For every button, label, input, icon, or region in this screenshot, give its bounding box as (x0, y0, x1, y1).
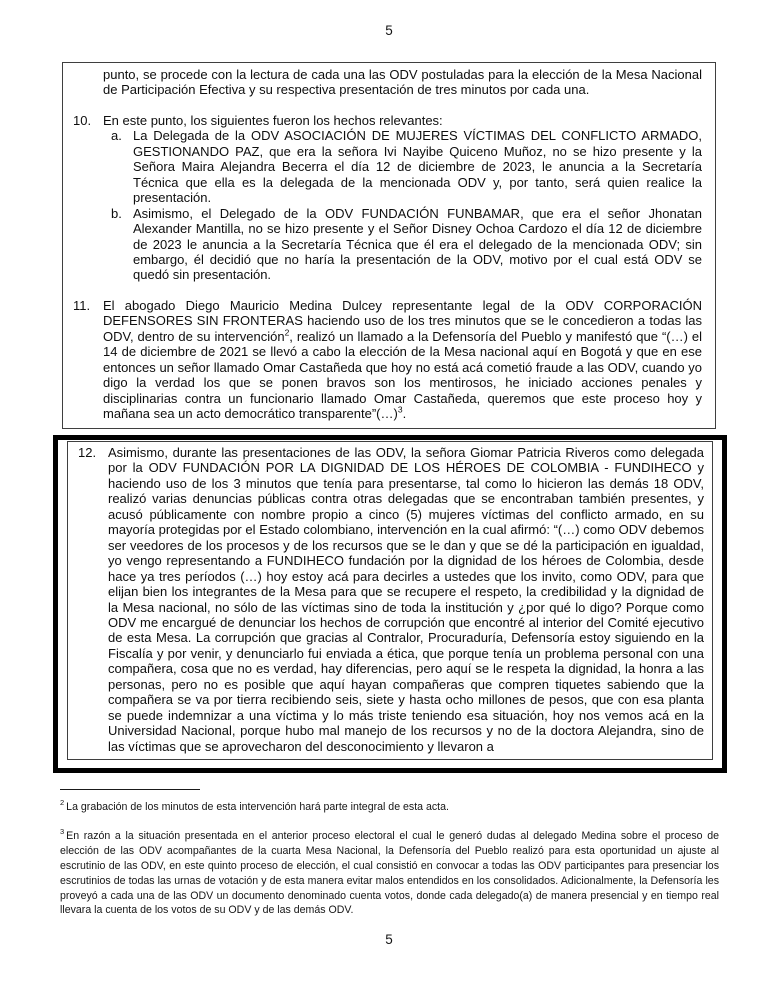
continuation-paragraph-text: punto, se procede con la lectura de cada una las ODV postuladas para la elección de la Mesa Nacional de Participación Efectiva y su respectiva presentación de tres minutos por cada una. (103, 67, 702, 98)
item-11-text: , realizó un llamado a la Defensoría del Pueblo y manifestó que “(…) el 14 de diciembre de 2021 se llevó a cabo la elección de la Mesa nacional aquí en Bogotá y que en ese entonces un señor llamado Omar Castañeda que hoy no está acá cometió fraude a las ODV, cuando yo digo la verdad los que se ponen bravos son los mentirosos, he iniciado acciones penales y disciplinarias contra un funcionario llamado Omar Castañeda, queremos que este proceso hoy y mañana sea un acto democrático transparente”(…) (103, 328, 702, 422)
footnotes-section (0, 789, 778, 996)
list-item-12 (68, 445, 704, 754)
item-11-text: El abogado Diego Mauricio Medina Dulcey representante legal de la ODV CORPORACIÓN DEFENSORES SIN FRONTERAS haciendo uso de los tres minutos que se le concedieron a todas las ODV, dentro de su intervención (103, 297, 702, 344)
highlighted-cell (67, 441, 713, 760)
subitem-b (103, 206, 702, 283)
subitem-text: Asimismo, el Delegado de la ODV FUNDACIÓN FUNBAMAR, que era el señor Jhonatan Alexander Mantilla, no se hizo presente y el Señor Disney Ochoa Cardozo el día 12 de diciembre de 2023 le anuncia a la Secretaría Técnica que él era el delegado de la mencionada ODV; sin embargo, él decidió que no haría la presentación de la ODV, motivo por el cual está ODV se quedó sin presentación. (133, 205, 702, 283)
footnote-marker: 3 (60, 827, 65, 837)
footnote-reference-3: 3 (397, 404, 403, 415)
footnote-text: En razón a la situación presentada en el anterior proceso electoral el cual le generó dudas al delegado Medina sobre el proceso de elección de las ODV acompañantes de la cuarta Mesa Nacional, la Defensoría del Pueblo realizó para esta oportunidad un ajuste al escrutinio de las ODV, en este quinto proceso de elección, el cual consistió en convocar a todas las ODV participantes para presenciar los escrutinios de todas las urnas de votación y de esta manera evitar malos entendidos en los consolidados. Adicionalmente, la Defensoría les proveyó a cada una de las ODV un documento denominado cuenta votos, donde cada delegado(a) de manera presencial y en tiempo real llevara la cuenta de los votos de su ODV y de las demás ODV. (60, 829, 719, 917)
subitem-letter: a. (111, 128, 122, 144)
footnote-marker: 2 (60, 798, 65, 808)
continuation-paragraph (63, 67, 702, 98)
footnote-text: La grabación de los minutos de esta intervención hará parte integral de esta acta. (66, 801, 449, 813)
subitem-text: La Delegada de la ODV ASOCIACIÓN DE MUJERES VÍCTIMAS DEL CONFLICTO ARMADO, GESTIONANDO PAZ, que era la señora Ivi Nayibe Quiceno Muñoz, no se hizo presente y la Señora Maira Alejandra Becerra el día 12 de diciembre de 2023, le anuncia a la Secretaría Técnica que ella es la delegada de la mencionada ODV y, por tanto, será quien realice la presentación. (133, 128, 702, 206)
list-item-10 (63, 113, 702, 283)
list-item-11 (63, 298, 702, 422)
highlight-border-box (53, 435, 727, 773)
content-box (62, 62, 716, 429)
subitem-a (103, 128, 702, 205)
item-10-heading: En este punto, los siguientes fueron los hechos relevantes: (103, 112, 443, 128)
footnote-3 (60, 829, 719, 918)
page-number-bottom: 5 (385, 932, 393, 947)
item-11-text: . (402, 406, 407, 422)
subitem-letter: b. (111, 205, 122, 221)
footnote-2 (60, 800, 719, 815)
footnote-reference-2: 2 (284, 327, 290, 338)
item-number: 11. (73, 297, 91, 313)
item-number: 10. (73, 112, 92, 128)
footnote-separator (60, 789, 200, 790)
item-number: 12. (78, 445, 97, 460)
item-12-text: Asimismo, durante las presentaciones de las ODV, la señora Giomar Patricia Riveros como delegada por la ODV FUNDACIÓN POR LA DIGNIDAD DE LOS HÉROES DE COLOMBIA - FUNDIHECO y haciendo uso de los 3 minutos que tenía para presentarse, tal como lo hicieron las demás 18 ODV, realizó varias denuncias públicas contra otras delegadas que se encontraban también presentes, y acusó públicamente con nombre propio a cinco (5) mujeres víctimas del conflicto armado, en su mayoría protegidas por el Estado colombiano, intervención en la cual afirmó: “(…) como ODV debemos ser veedores de los procesos y de los recursos que se le dan y que se dé la participación en igualdad, yo vengo representando a FUNDIHECO fundación por la dignidad de los héroes de Colombia, desde hace ya tres períodos (…) hoy estoy acá para decirles a ustedes que los invito, como ODV, para que elijan bien los integrantes de la Mesa para que se recupere el respeto, la credibilidad y la dignidad de la Mesa nacional, no sólo de las víctimas sino de toda la institución y ¿por qué lo digo? Porque como ODV me encargué de denunciar los hechos de corrupción que encontré al interior del Comité ejecutivo de esta Mesa. La corrupción que gracias al Contralor, Procuraduría, Defensoría estoy siguiendo en la Fiscalía y por venir, y denunciarlo fui enviada a ética, que porque tenía un problema personal con una compañera, cosa que no es verdad, hay diferencias, pero aquí se le respeta la dignidad, la honra a las personas, pero no es posible que aquí hayan compañeras que compren tiquetes sabiendo que la compañera se va por tierra recibiendo seis, siete y hasta ocho millones de pesos, que con esa planta se puede indemnizar a una víctima y lo más triste teniendo esa situación, hoy nos vemos acá en la Universidad Nacional, porque hubo mal manejo de los recursos y no de la doctora Alejandra, sino de las víctimas que se aprovecharon del desconocimiento y llevaron a (108, 445, 704, 754)
page-number-top: 5 (385, 23, 393, 38)
